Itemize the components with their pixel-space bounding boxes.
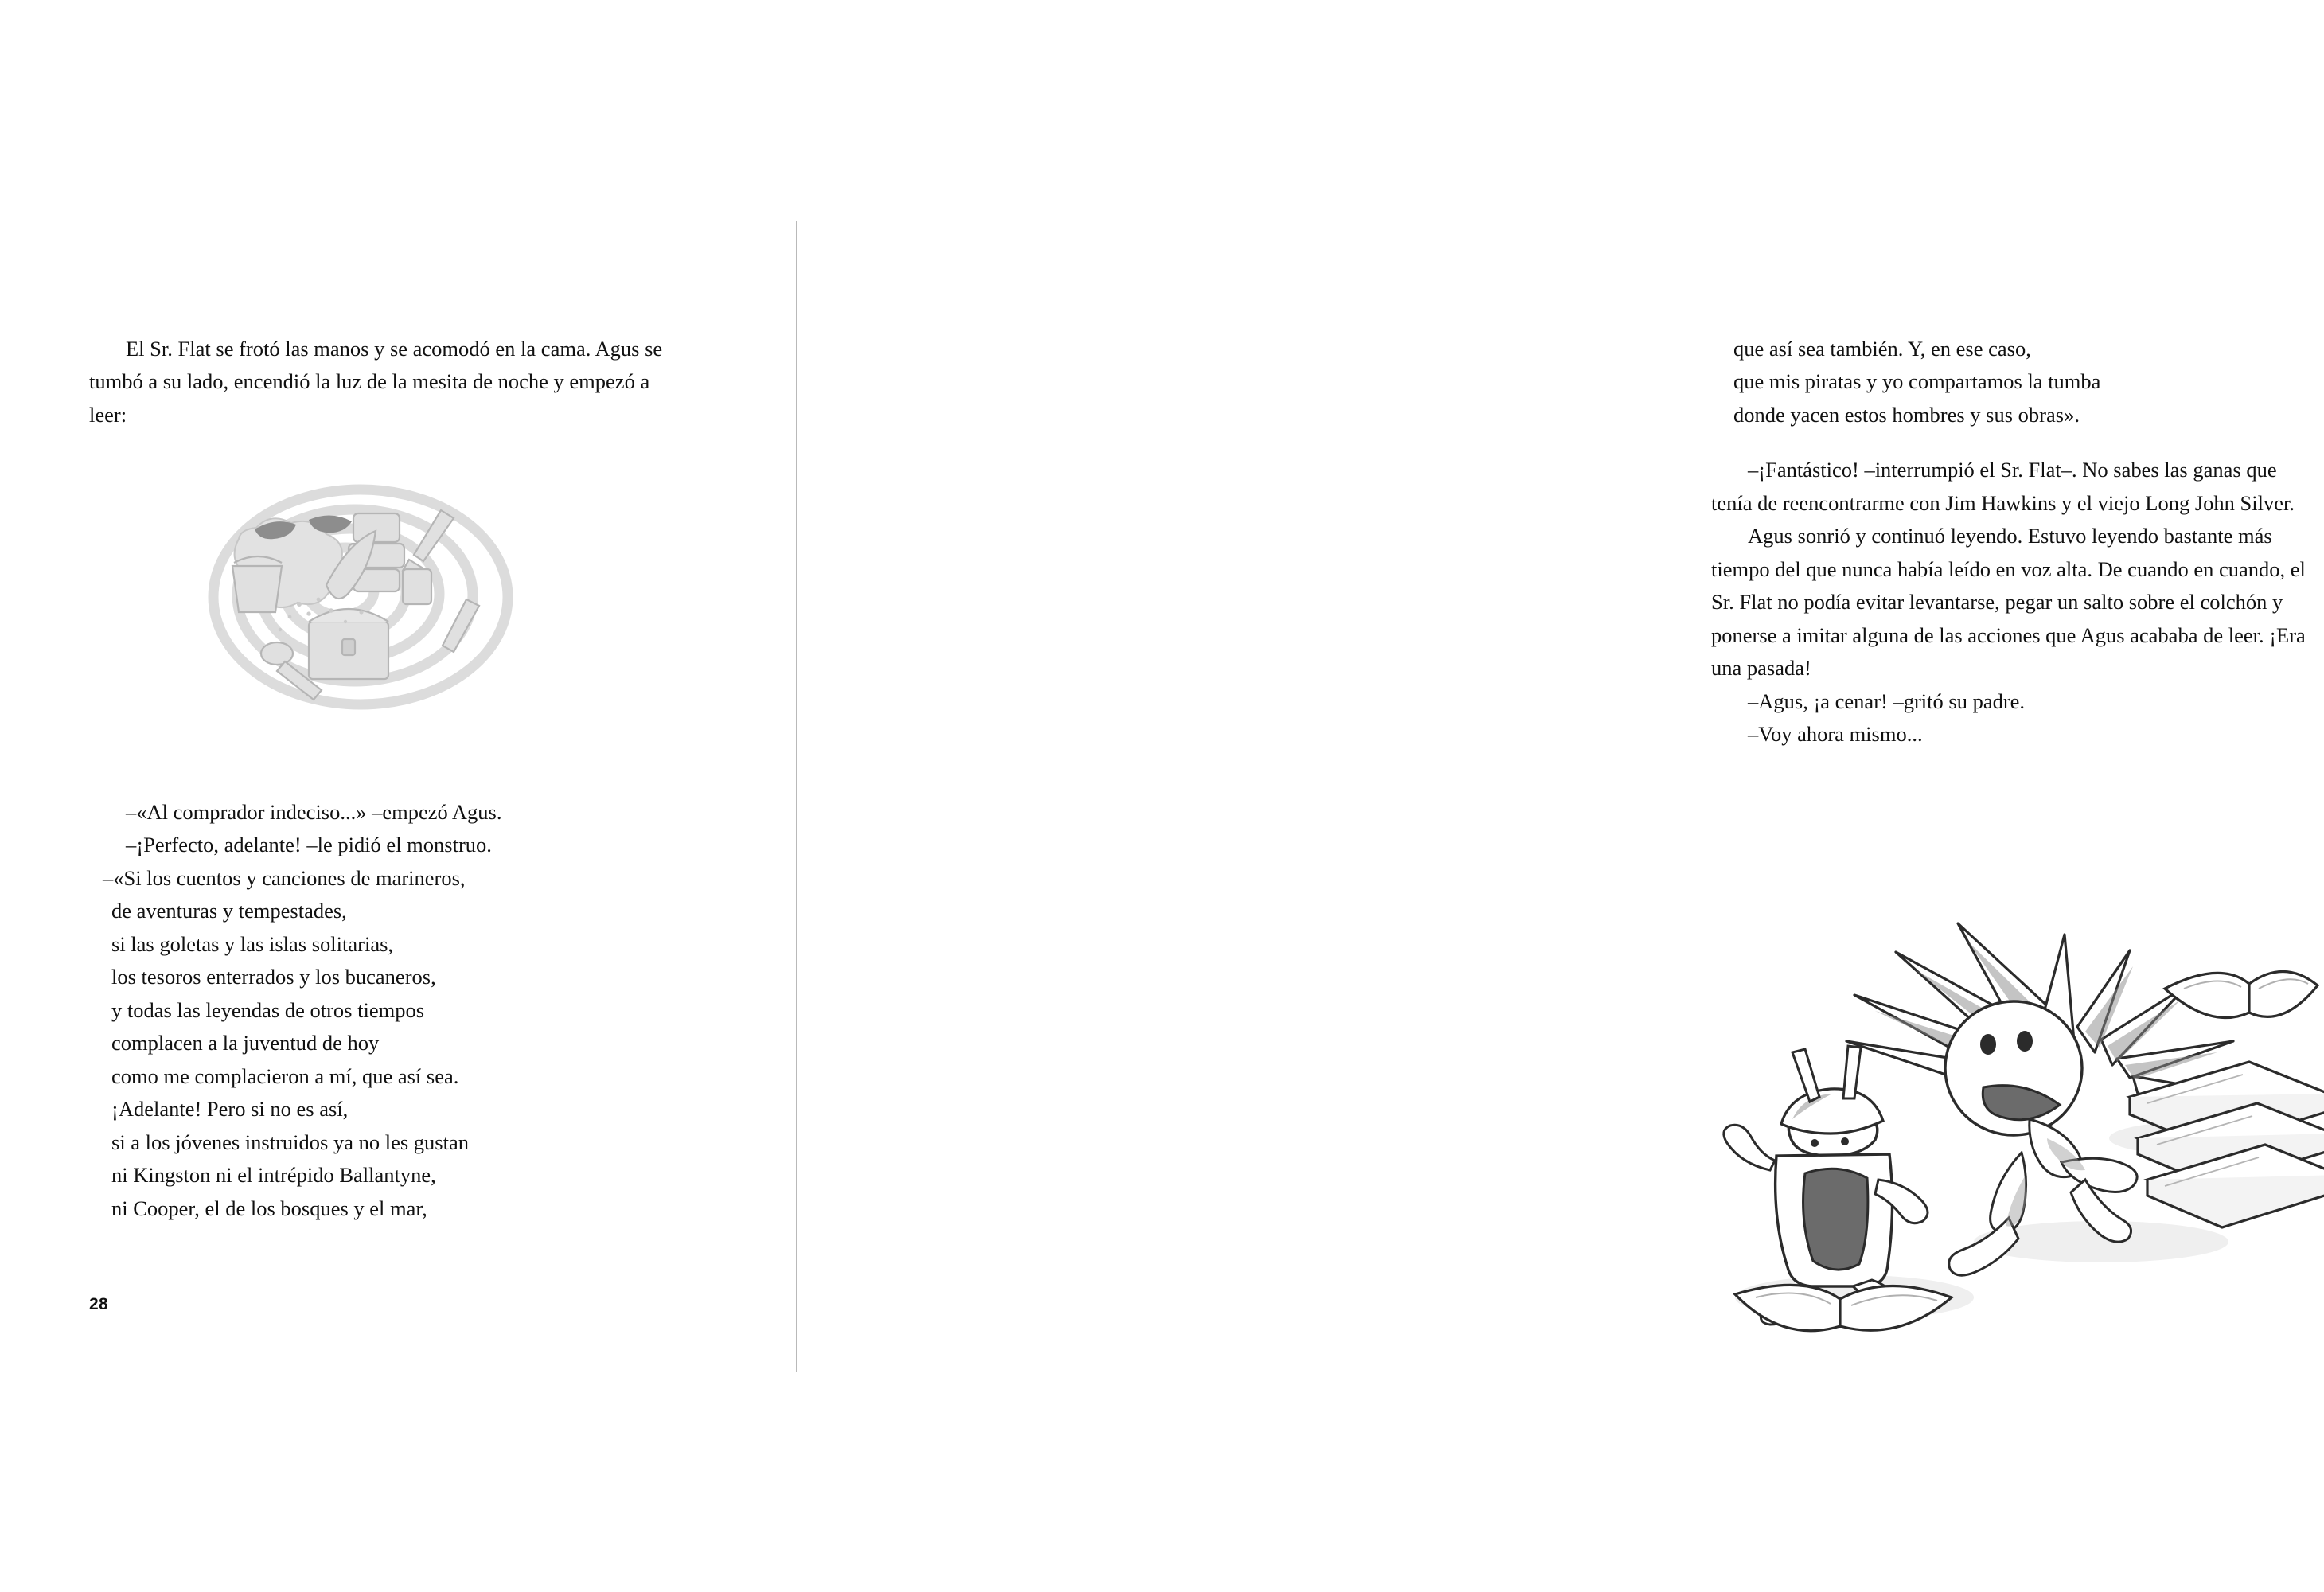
poem-line: que así sea también. Y, en ese caso, (1733, 337, 2031, 361)
right-page (796, 0, 2306, 1592)
poem-line: ni Cooper, el de los bosques y el mar, (111, 1196, 427, 1220)
dialogue-line: –Voy ahora mismo... (1748, 722, 1923, 747)
left-page (0, 0, 796, 1592)
poem-continued-block (1711, 333, 2316, 431)
poem-line: ni Kingston ni el intrépido Ballantyne, (111, 1163, 436, 1188)
paragraph: –¡Fantástico! –interrumpió el Sr. Flat–. No sabes las ganas que tenía de reencontrarme con Jim Hawkins y el viejo Long John Silver. (1711, 458, 2295, 515)
dialogue-line: –Agus, ¡a cenar! –gritó su padre. (1748, 689, 2026, 713)
poem-line: de aventuras y tempestades, (111, 899, 347, 923)
paragraph-spacer (1711, 431, 2316, 454)
right-text-column (1711, 333, 2316, 751)
dialogue-line: –«Al comprador indeciso...» –empezó Agus. (126, 800, 502, 824)
left-dialogue-block (89, 796, 694, 1225)
monster-and-boy-illustration (1687, 899, 2324, 1361)
poem-line: y todas las leyendas de otros tiempos (111, 997, 425, 1022)
poem-line: si a los jóvenes instruidos ya no les gustan (111, 1130, 469, 1154)
poem-line: si las goletas y las islas solitarias, (111, 931, 394, 956)
poem-line: ¡Adelante! Pero si no es así, (111, 1097, 349, 1122)
spiral-objects-illustration (197, 466, 548, 728)
poem-line: los tesoros enterrados y los bucaneros, (111, 965, 436, 989)
poem-line: como me complacieron a mí, que así sea. (111, 1063, 459, 1088)
poem-line: donde yacen estos hombres y sus obras». (1733, 402, 2080, 427)
paragraph: Agus sonrió y continuó leyendo. Estuvo leyendo bastante más tiempo del que nunca había leído en voz alta. De cuando en cuando, el Sr. Flat no podía evitar levantarse, pegar un salto sobre el colchón y ponerse a imitar alguna de las acciones que Agus acababa de leer. ¡Era una pasada! (1711, 524, 2306, 681)
poem-line: complacen a la juventud de hoy (111, 1031, 380, 1055)
dialogue-line: –¡Perfecto, adelante! –le pidió el monstruo. (126, 833, 492, 857)
poem-block (89, 862, 694, 1225)
left-text-column (89, 333, 678, 431)
paragraph: El Sr. Flat se frotó las manos y se acomodó en la cama. Agus se tumbó a su lado, encendió la luz de la mesita de noche y empezó a leer: (89, 337, 663, 427)
poem-line: –«Si los cuentos y canciones de marineros, (103, 865, 466, 890)
poem-line: que mis piratas y yo compartamos la tumba (1733, 369, 2101, 394)
page-number: 28 (89, 1295, 108, 1313)
